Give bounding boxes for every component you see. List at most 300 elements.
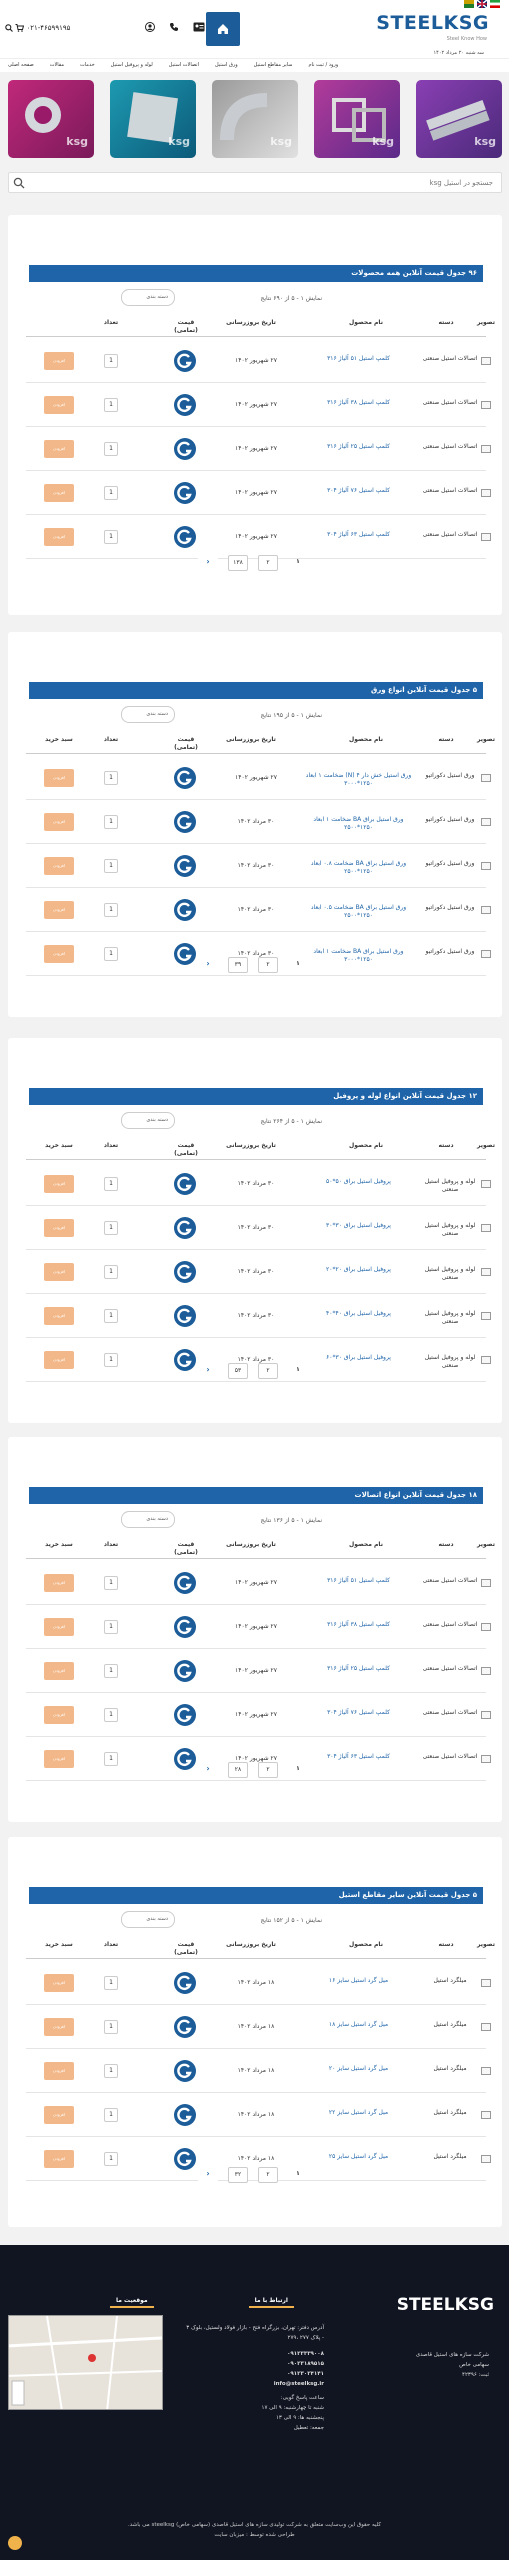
- table-row: [26, 1162, 486, 1206]
- update-date: ۳۰ مرداد ۱۴۰۲: [237, 906, 275, 913]
- quantity-input[interactable]: 1: [104, 2064, 118, 2078]
- product-thumbnail[interactable]: [481, 445, 491, 453]
- product-name-link[interactable]: ورق استیل براق BA ضخامت ۰.۸ ابعاد ۱۲۵۰*۲۵۰۰: [310, 860, 407, 875]
- quantity-input[interactable]: 1: [104, 1309, 118, 1323]
- home-button[interactable]: [206, 12, 240, 46]
- product-thumbnail[interactable]: [481, 1711, 491, 1719]
- footer-logo[interactable]: STEELKSG: [396, 2295, 494, 2315]
- page-link[interactable]: ۱: [296, 558, 300, 565]
- price-inquiry-icon[interactable]: [174, 1349, 196, 1371]
- category-select[interactable]: دسته بندی: [121, 1511, 175, 1528]
- price-inquiry-icon[interactable]: [174, 899, 196, 921]
- add-to-cart-button[interactable]: افزودن: [44, 857, 74, 875]
- price-inquiry-icon[interactable]: [174, 811, 196, 833]
- quantity-input[interactable]: 1: [104, 2020, 118, 2034]
- phone-number[interactable]: ۰۲۱-۴۶۵۹۹۱۹۵: [26, 24, 71, 32]
- product-name-link[interactable]: میل گرد استیل سایز ۱۶: [328, 1977, 389, 1984]
- price-inquiry-icon[interactable]: [174, 2060, 196, 2082]
- add-to-cart-button[interactable]: افزودن: [44, 1706, 74, 1724]
- update-date: ۳۰ مرداد ۱۴۰۲: [237, 950, 275, 957]
- column-header: تصویر: [477, 1142, 495, 1149]
- category-banners: [8, 80, 502, 158]
- banner-sheets[interactable]: ksg: [110, 80, 196, 158]
- price-inquiry-icon[interactable]: [174, 943, 196, 965]
- product-name-link[interactable]: کلمپ استیل ۶۳ آلیاژ ۳۰۴: [327, 1753, 390, 1760]
- product-thumbnail[interactable]: [481, 489, 491, 497]
- quantity-input[interactable]: 1: [104, 1265, 118, 1279]
- page-link[interactable]: ۲: [258, 555, 278, 571]
- update-date: ۳۰ مرداد ۱۴۰۲: [237, 1268, 275, 1275]
- column-header: تاریخ بروزرسانی: [226, 1541, 276, 1548]
- pagination: [198, 2167, 308, 2183]
- location-heading: موقعیت ما: [110, 2295, 154, 2308]
- update-date: ۱۸ مرداد ۱۴۰۲: [237, 2155, 275, 2162]
- product-category: ورق استیل دکوراتیو: [425, 772, 475, 779]
- product-name-link[interactable]: کلمپ استیل ۶۳ آلیاژ ۳۰۴: [327, 531, 390, 538]
- section-title: ۱۸ جدول قیمت آنلاین انواع اتصالات: [29, 1487, 483, 1504]
- table-row: [26, 2093, 486, 2137]
- page-link[interactable]: ۲: [258, 957, 278, 973]
- product-thumbnail[interactable]: [481, 1180, 491, 1188]
- column-header: قیمت (تمامی): [174, 736, 198, 751]
- price-table: [26, 732, 495, 972]
- product-name-link[interactable]: کلمپ استیل ۲۵ آلیاژ ۳۱۶: [327, 443, 390, 450]
- table-row: [26, 2005, 486, 2049]
- price-inquiry-icon[interactable]: [174, 767, 196, 789]
- hours-friday: جمعه: تعطیل: [293, 2425, 324, 2431]
- quantity-input[interactable]: 1: [104, 947, 118, 961]
- search-icon[interactable]: [5, 24, 13, 32]
- product-thumbnail[interactable]: [481, 906, 491, 914]
- price-inquiry-icon[interactable]: [174, 438, 196, 460]
- price-inquiry-icon[interactable]: [174, 1572, 196, 1594]
- product-thumbnail[interactable]: [481, 401, 491, 409]
- column-header: تصویر: [477, 1541, 495, 1548]
- product-thumbnail[interactable]: [481, 862, 491, 870]
- column-header: تعداد: [103, 319, 119, 326]
- quantity-input[interactable]: 1: [104, 859, 118, 873]
- table-row: [26, 1693, 486, 1737]
- section-title: ۹۶ جدول قیمت آنلاین همه محصولات: [29, 265, 483, 282]
- price-inquiry-icon[interactable]: [174, 1616, 196, 1638]
- product-search[interactable]: [8, 172, 502, 193]
- quantity-input[interactable]: 1: [104, 815, 118, 829]
- add-to-cart-button[interactable]: افزودن: [44, 813, 74, 831]
- table-row: [26, 1206, 486, 1250]
- product-thumbnail[interactable]: [481, 774, 491, 782]
- section-title: ۱۲ جدول قیمت آنلاین انواع لوله و پروفیل: [29, 1088, 483, 1105]
- product-category: میلگرد استیل: [433, 1977, 467, 1984]
- update-date: ۳۰ مرداد ۱۴۰۲: [237, 1224, 275, 1231]
- update-date: ۱۸ مرداد ۱۴۰۲: [237, 1979, 275, 1986]
- quantity-input[interactable]: 1: [104, 354, 118, 368]
- table-row: [26, 2049, 486, 2093]
- product-category: اتصالات استیل صنعتی: [422, 1621, 478, 1628]
- add-to-cart-button[interactable]: افزودن: [44, 1175, 74, 1193]
- product-thumbnail[interactable]: [481, 1268, 491, 1276]
- column-header: دسته: [438, 1541, 454, 1548]
- price-inquiry-icon[interactable]: [174, 2016, 196, 2038]
- product-category: ورق استیل دکوراتیو: [425, 948, 475, 955]
- product-thumbnail[interactable]: [481, 2067, 491, 2075]
- table-row: [26, 339, 486, 383]
- product-name-link[interactable]: ورق استیل براق BA ضخامت ۰.۵ ابعاد ۱۲۵۰*۲۵۰۰: [310, 904, 407, 919]
- product-category: اتصالات استیل صنعتی: [422, 1577, 478, 1584]
- price-inquiry-icon[interactable]: [174, 1305, 196, 1327]
- table-row: [26, 1294, 486, 1338]
- add-to-cart-button[interactable]: افزودن: [44, 440, 74, 458]
- product-name-link[interactable]: میل گرد استیل سایز ۲۵: [328, 2153, 389, 2160]
- footer-phone-1[interactable]: ۰۹۱۲۳۳۳۹۰۰۸: [287, 2351, 324, 2357]
- nav-item-services[interactable]: خدمات: [80, 62, 95, 68]
- product-thumbnail[interactable]: [481, 1356, 491, 1364]
- product-category: ورق استیل دکوراتیو: [425, 904, 475, 911]
- table-row: [26, 1561, 486, 1605]
- product-name-link[interactable]: پروفیل استیل براق ۵۰*۵۰: [326, 1178, 391, 1185]
- quantity-input[interactable]: 1: [104, 1576, 118, 1590]
- quantity-input[interactable]: 1: [104, 398, 118, 412]
- add-to-cart-button[interactable]: افزودن: [44, 1219, 74, 1237]
- price-table-card: [8, 1038, 502, 1423]
- product-category: میلگرد استیل: [433, 2109, 467, 2116]
- page-link[interactable]: ۲: [258, 2167, 278, 2183]
- column-header: تاریخ بروزرسانی: [226, 1142, 276, 1149]
- add-to-cart-button[interactable]: افزودن: [44, 1263, 74, 1281]
- quantity-input[interactable]: 1: [104, 2152, 118, 2166]
- product-name-link[interactable]: کلمپ استیل ۷۶ آلیاژ ۳۰۴: [327, 487, 390, 494]
- results-info: نمایش ۱ - ۵ از ۱۳۶ نتایج: [260, 1517, 322, 1524]
- quantity-input[interactable]: 1: [104, 1353, 118, 1367]
- banner-profiles[interactable]: ksg: [314, 80, 400, 158]
- update-date: ۲۷ شهریور ۱۴۰۲: [235, 357, 277, 364]
- column-header: نام محصول: [349, 1142, 383, 1149]
- column-header: تاریخ بروزرسانی: [226, 1941, 276, 1948]
- add-to-cart-button[interactable]: افزودن: [44, 396, 74, 414]
- update-date: ۲۷ شهریور ۱۴۰۲: [235, 489, 277, 496]
- add-to-cart-button[interactable]: افزودن: [44, 2062, 74, 2080]
- product-category: لوله و پروفیل استیل صنعتی: [424, 1266, 476, 1281]
- quantity-input[interactable]: 1: [104, 1664, 118, 1678]
- language-flags[interactable]: [462, 0, 500, 9]
- results-info: نمایش ۱ - ۵ از ۱۵۲ نتایج: [260, 1917, 322, 1924]
- map-image-icon[interactable]: [8, 2316, 162, 2410]
- hours-thursday: پنجشنبه ها: ۹ الی ۱۳: [275, 2415, 324, 2421]
- table-row: [26, 800, 486, 844]
- login-link[interactable]: ورود / ثبت نام: [308, 62, 339, 68]
- next-page-icon[interactable]: ›: [198, 555, 218, 571]
- quantity-input[interactable]: 1: [104, 1620, 118, 1634]
- id-card-icon[interactable]: [193, 22, 205, 32]
- cart-icon[interactable]: [15, 24, 24, 32]
- add-to-cart-button[interactable]: افزودن: [44, 352, 74, 370]
- add-to-cart-button[interactable]: افزودن: [44, 1750, 74, 1768]
- product-thumbnail[interactable]: [481, 2111, 491, 2119]
- header-phone[interactable]: [5, 24, 70, 32]
- product-category: ورق استیل دکوراتیو: [425, 860, 475, 867]
- product-name-link[interactable]: پروفیل استیل براق ۳۰*۶۰: [326, 1354, 391, 1361]
- price-table-card: [8, 215, 502, 615]
- table-row: [26, 471, 486, 515]
- table-header: [26, 732, 495, 754]
- product-thumbnail[interactable]: [481, 2155, 491, 2163]
- table-row: [26, 1605, 486, 1649]
- table-row: [26, 427, 486, 471]
- hours-weekdays: شنبه تا چهارشنبه: ۹ الی ۱۷: [261, 2405, 324, 2411]
- flag-iran-icon[interactable]: [490, 0, 500, 8]
- product-name-link[interactable]: کلمپ استیل ۳۸ آلیاژ ۳۱۶: [327, 1621, 390, 1628]
- site-logo[interactable]: [359, 12, 489, 52]
- next-page-icon[interactable]: ›: [198, 1363, 218, 1379]
- product-thumbnail[interactable]: [481, 1755, 491, 1763]
- quantity-input[interactable]: 1: [104, 442, 118, 456]
- page-link[interactable]: ۵۳: [228, 1363, 248, 1379]
- contact-heading: ارتباط با ما: [249, 2295, 294, 2308]
- price-table: [26, 315, 495, 555]
- quantity-input[interactable]: 1: [104, 1752, 118, 1766]
- phone-icon[interactable]: [169, 22, 179, 32]
- site-header: [0, 0, 509, 58]
- price-inquiry-icon[interactable]: [174, 526, 196, 548]
- product-thumbnail[interactable]: [481, 357, 491, 365]
- logo-text: STEELKSG: [376, 12, 489, 34]
- update-date: ۲۷ شهریور ۱۴۰۲: [235, 1667, 277, 1674]
- product-category: اتصالات استیل صنعتی: [422, 1753, 478, 1760]
- product-name-link[interactable]: ورق استیل براق BA ضخامت ۱ ابعاد ۱۲۵۰*۳۰۰۰: [313, 948, 404, 963]
- quantity-input[interactable]: 1: [104, 903, 118, 917]
- product-name-link[interactable]: پروفیل استیل براق ۴۰*۴۰: [326, 1310, 391, 1317]
- price-inquiry-icon[interactable]: [174, 1704, 196, 1726]
- product-name-link[interactable]: کلمپ استیل ۵۱ آلیاژ ۳۱۶: [327, 355, 390, 362]
- product-name-link[interactable]: کلمپ استیل ۲۵ آلیاژ ۳۱۶: [327, 1665, 390, 1672]
- product-name-link[interactable]: پروفیل استیل براق ۲۰*۲۰: [326, 1266, 391, 1273]
- price-inquiry-icon[interactable]: [174, 482, 196, 504]
- copyright-text: کلیه حقوق این وب‌سایت متعلق به شرکت تولیدی سازه های استیل قاصدی (سهامی خاص) steelksg می باشد.: [127, 2522, 382, 2528]
- hours-title: ساعت پاسخ گویی:: [280, 2395, 324, 2401]
- column-header: تعداد: [103, 1142, 119, 1149]
- page-link[interactable]: ۲۸: [228, 1762, 248, 1778]
- update-date: ۳۰ مرداد ۱۴۰۲: [237, 862, 275, 869]
- flag-other-icon[interactable]: [464, 0, 474, 8]
- pagination: [198, 555, 308, 571]
- column-header: دسته: [438, 736, 454, 743]
- add-to-cart-button[interactable]: افزودن: [44, 2018, 74, 2036]
- add-to-cart-button[interactable]: افزودن: [44, 1307, 74, 1325]
- quantity-input[interactable]: 1: [104, 1708, 118, 1722]
- price-inquiry-icon[interactable]: [174, 2104, 196, 2126]
- column-header: تاریخ بروزرسانی: [226, 319, 276, 326]
- update-date: ۳۰ مرداد ۱۴۰۲: [237, 818, 275, 825]
- add-to-cart-button[interactable]: افزودن: [44, 769, 74, 787]
- product-category: اتصالات استیل صنعتی: [422, 1709, 478, 1716]
- product-name-link[interactable]: کلمپ استیل ۵۱ آلیاژ ۳۱۶: [327, 1577, 390, 1584]
- add-to-cart-button[interactable]: افزودن: [44, 484, 74, 502]
- table-row: [26, 888, 486, 932]
- table-header: [26, 1537, 495, 1559]
- flag-uk-icon[interactable]: [477, 0, 487, 8]
- product-name-link[interactable]: میل گرد استیل سایز ۲۲: [328, 2109, 389, 2116]
- table-header: [26, 1138, 495, 1160]
- product-category: میلگرد استیل: [433, 2065, 467, 2072]
- column-header: تعداد: [103, 1941, 119, 1948]
- product-category: اتصالات استیل صنعتی: [422, 1665, 478, 1672]
- nav-item-fittings[interactable]: اتصالات استیل: [168, 62, 199, 68]
- page-link[interactable]: ۲: [258, 1762, 278, 1778]
- update-date: ۲۷ شهریور ۱۴۰۲: [235, 401, 277, 408]
- product-thumbnail[interactable]: [481, 818, 491, 826]
- footer-phone-3[interactable]: ۰۹۱۲۳۰۲۴۱۴۱: [287, 2371, 324, 2377]
- banner-fittings[interactable]: ksg: [8, 80, 94, 158]
- product-name-link[interactable]: ورق استیل خش دار ۴ (N) ضخامت ۱ ابعاد ۱۲۵۰*۳۰۰۰: [305, 772, 412, 787]
- nav-item-other[interactable]: سایر مقاطع استیل: [253, 62, 293, 68]
- pagination: [198, 1762, 308, 1778]
- product-name-link[interactable]: ورق استیل براق BA ضخامت ۱ ابعاد ۱۲۵۰*۲۵۰۰: [313, 816, 404, 831]
- price-inquiry-icon[interactable]: [174, 2148, 196, 2170]
- footer-reg-number: ثبت: ۴۲۳۹۶: [462, 2372, 489, 2378]
- column-header: سبد خرید: [45, 1541, 73, 1548]
- quantity-input[interactable]: 1: [104, 1221, 118, 1235]
- column-header: تاریخ بروزرسانی: [226, 736, 276, 743]
- nav-item-sheet[interactable]: ورق استیل: [214, 62, 238, 68]
- product-thumbnail[interactable]: [481, 1979, 491, 1987]
- pagination: [198, 1363, 308, 1379]
- section-title: ۵ جدول قیمت آنلاین انواع ورق: [29, 682, 483, 699]
- next-page-icon[interactable]: ›: [198, 957, 218, 973]
- nav-item-home[interactable]: صفحه اصلی: [8, 62, 34, 68]
- search-input[interactable]: جستجو در استیل ksg: [429, 179, 493, 187]
- scroll-top-button[interactable]: [8, 2536, 22, 2550]
- quantity-input[interactable]: 1: [104, 1976, 118, 1990]
- search-icon[interactable]: [13, 177, 25, 189]
- quantity-input[interactable]: 1: [104, 486, 118, 500]
- update-date: ۲۷ شهریور ۱۴۰۲: [235, 1711, 277, 1718]
- price-inquiry-icon[interactable]: [174, 1217, 196, 1239]
- product-category: اتصالات استیل صنعتی: [422, 355, 478, 362]
- quantity-input[interactable]: 1: [104, 2108, 118, 2122]
- category-select[interactable]: دسته بندی: [121, 289, 175, 306]
- product-thumbnail[interactable]: [481, 1623, 491, 1631]
- product-category: اتصالات استیل صنعتی: [422, 443, 478, 450]
- footer-email[interactable]: info@steelksg.ir: [273, 2381, 324, 2387]
- location-map[interactable]: [8, 2315, 163, 2410]
- product-name-link[interactable]: میل گرد استیل سایز ۱۸: [328, 2021, 389, 2028]
- price-table-card: [8, 632, 502, 1017]
- add-to-cart-button[interactable]: افزودن: [44, 528, 74, 546]
- add-to-cart-button[interactable]: افزودن: [44, 901, 74, 919]
- add-to-cart-button[interactable]: افزودن: [44, 2150, 74, 2168]
- price-inquiry-icon[interactable]: [174, 1972, 196, 1994]
- product-category: لوله و پروفیل استیل صنعتی: [424, 1354, 476, 1369]
- price-inquiry-icon[interactable]: [174, 855, 196, 877]
- update-date: ۲۷ شهریور ۱۴۰۲: [235, 533, 277, 540]
- table-header: [26, 315, 495, 337]
- column-header: سبد خرید: [45, 736, 73, 743]
- nav-item-pipes[interactable]: لوله و پروفیل استیل: [110, 62, 153, 68]
- update-date: ۳۰ مرداد ۱۴۰۲: [237, 1180, 275, 1187]
- footer-company: شرکت سازه های استیل قاصدی: [415, 2352, 489, 2358]
- column-header: قیمت (تمامی): [174, 1541, 198, 1556]
- table-row: [26, 756, 486, 800]
- product-thumbnail[interactable]: [481, 950, 491, 958]
- page-link[interactable]: ۳۹: [228, 957, 248, 973]
- quantity-input[interactable]: 1: [104, 530, 118, 544]
- banner-tubes[interactable]: ksg: [416, 80, 502, 158]
- designer-credit[interactable]: طراحی شده توسط : میزبان سایت: [214, 2532, 295, 2538]
- price-table-card: [8, 1437, 502, 1822]
- product-name-link[interactable]: پروفیل استیل براق ۳۰*۳۰: [326, 1222, 391, 1229]
- column-header: نام محصول: [349, 1541, 383, 1548]
- product-category: میلگرد استیل: [433, 2021, 467, 2028]
- page-link[interactable]: ۱: [296, 1366, 300, 1373]
- page-link[interactable]: ۲: [258, 1363, 278, 1379]
- quantity-input[interactable]: 1: [104, 771, 118, 785]
- product-name-link[interactable]: کلمپ استیل ۳۸ آلیاژ ۳۱۶: [327, 399, 390, 406]
- add-to-cart-button[interactable]: افزودن: [44, 945, 74, 963]
- product-name-link[interactable]: کلمپ استیل ۷۶ آلیاژ ۳۰۴: [327, 1709, 390, 1716]
- update-date: ۲۷ شهریور ۱۴۰۲: [235, 445, 277, 452]
- update-date: ۳۰ مرداد ۱۴۰۲: [237, 1356, 275, 1363]
- product-thumbnail[interactable]: [481, 1579, 491, 1587]
- category-select[interactable]: دسته بندی: [121, 1112, 175, 1129]
- column-header: تصویر: [477, 319, 495, 326]
- product-thumbnail[interactable]: [481, 533, 491, 541]
- product-category: اتصالات استیل صنعتی: [422, 531, 478, 538]
- product-thumbnail[interactable]: [481, 2023, 491, 2031]
- add-to-cart-button[interactable]: افزودن: [44, 1662, 74, 1680]
- next-page-icon[interactable]: ›: [198, 1762, 218, 1778]
- pagination: [198, 957, 308, 973]
- next-page-icon[interactable]: ›: [198, 2167, 218, 2183]
- user-icon[interactable]: [145, 22, 155, 32]
- price-inquiry-icon[interactable]: [174, 1748, 196, 1770]
- add-to-cart-button[interactable]: افزودن: [44, 1574, 74, 1592]
- product-name-link[interactable]: میل گرد استیل سایز ۲۰: [328, 2065, 389, 2072]
- update-date: ۲۷ شهریور ۱۴۰۲: [235, 1755, 277, 1762]
- product-thumbnail[interactable]: [481, 1312, 491, 1320]
- category-select[interactable]: دسته بندی: [121, 706, 175, 723]
- quantity-input[interactable]: 1: [104, 1177, 118, 1191]
- add-to-cart-button[interactable]: افزودن: [44, 1618, 74, 1636]
- add-to-cart-button[interactable]: افزودن: [44, 1351, 74, 1369]
- footer-phone-2[interactable]: ۰۹۰۲۳۱۸۹۵۱۵: [287, 2361, 324, 2367]
- table-row: [26, 1649, 486, 1693]
- product-thumbnail[interactable]: [481, 1224, 491, 1232]
- banner-elbows[interactable]: ksg: [212, 80, 298, 158]
- column-header: قیمت (تمامی): [174, 319, 198, 334]
- product-thumbnail[interactable]: [481, 1667, 491, 1675]
- table-row: [26, 515, 486, 559]
- price-inquiry-icon[interactable]: [174, 394, 196, 416]
- page-link[interactable]: ۳۲: [228, 2167, 248, 2183]
- add-to-cart-button[interactable]: افزودن: [44, 1974, 74, 1992]
- add-to-cart-button[interactable]: افزودن: [44, 2106, 74, 2124]
- category-select[interactable]: دسته بندی: [121, 1911, 175, 1928]
- nav-item-articles[interactable]: مقالات: [49, 62, 65, 68]
- column-header: دسته: [438, 1941, 454, 1948]
- product-category: اتصالات استیل صنعتی: [422, 399, 478, 406]
- page-link[interactable]: ۱: [296, 1765, 300, 1772]
- home-icon: [216, 22, 230, 36]
- column-header: نام محصول: [349, 736, 383, 743]
- price-inquiry-icon[interactable]: [174, 1660, 196, 1682]
- column-header: تصویر: [477, 1941, 495, 1948]
- page-link[interactable]: ۱۳۸: [228, 555, 248, 571]
- page-link[interactable]: ۱: [296, 2170, 300, 2177]
- price-inquiry-icon[interactable]: [174, 1173, 196, 1195]
- page-link[interactable]: ۱: [296, 960, 300, 967]
- price-inquiry-icon[interactable]: [174, 350, 196, 372]
- price-inquiry-icon[interactable]: [174, 1261, 196, 1283]
- product-category: لوله و پروفیل استیل صنعتی: [424, 1222, 476, 1237]
